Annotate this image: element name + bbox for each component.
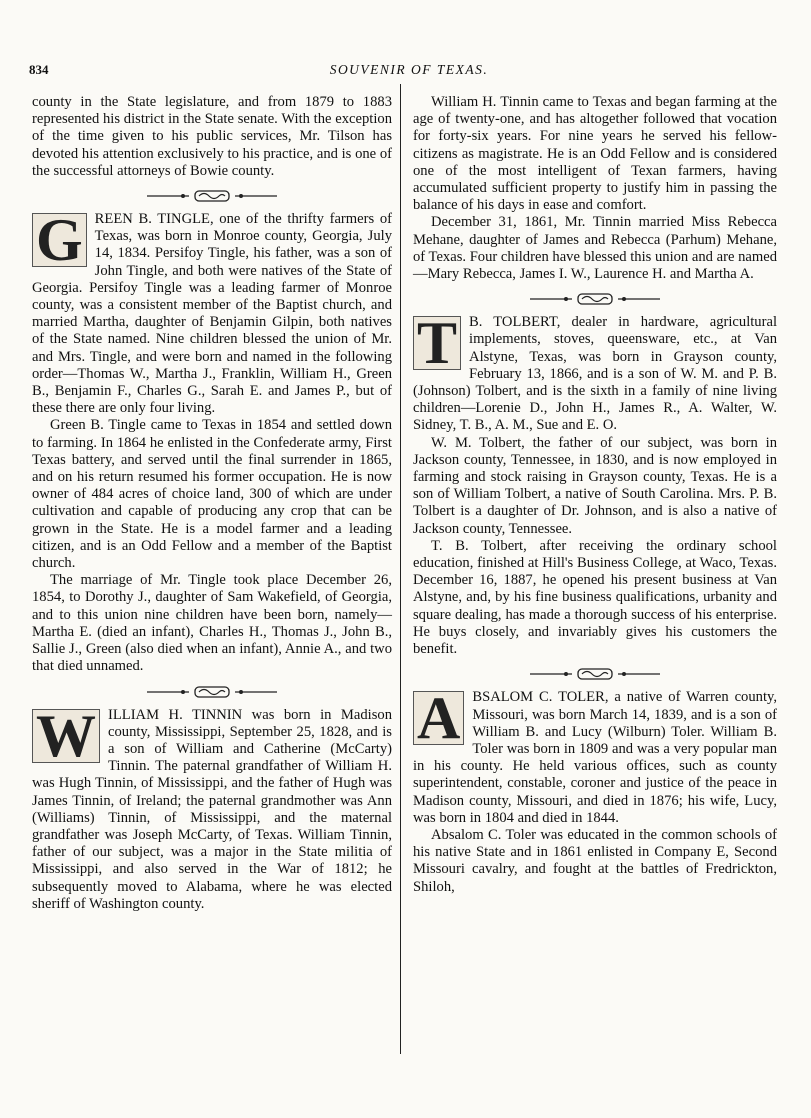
paragraph: ILLIAM H. TINNIN was born in Madison county, Mississippi, September 25, 1828, and is a son of William and Catherine (McCarty) Tinnin. The paternal grandfather of William H. was Hugh Tinnin, of Mississippi, and the father of Hugh was James Tinnin, of Ireland; the paternal grandmother was Ann (Williams) Tinnin, of Mississippi, and the maternal grandfather was Joseph McCarty, of Texas. William Tinnin, father of our subject, was a major in the State militia of Mississippi, and also served in the War of 1812; he subsequently moved to Alabama, where he was elected sheriff of Washington county. bbox=[32, 706, 392, 912]
paragraph: B. TOLBERT, dealer in hardware, agricultural implements, stoves, queensware, etc., at Van Alstyne, Texas, was born in Grayson county, February 13, 1866, and is a son of W. M. and P. B. (Johnson) Tolbert, and is the sixth in a family of nine living children—Lorenie D., John H., James R., A. Walter, W. Sidney, T. B., A. M., Sue and E. O. bbox=[413, 314, 777, 434]
ornament-divider-icon bbox=[530, 667, 660, 681]
column-divider bbox=[400, 84, 401, 1054]
left-column bbox=[32, 94, 392, 913]
biography-tinnin bbox=[32, 702, 392, 913]
paragraph: T. B. Tolbert, after receiving the ordinary school education, finished at Hill's Business College, at Waco, Texas. December 16, 1887, he opened his present business at Van Alstyne, and, by his fine business qualifications, urbanity and square dealing, has made a thorough success of his enterprise. He buys closely, and invariably gives his customers the benefit. bbox=[413, 537, 777, 658]
ornament-divider-icon bbox=[530, 292, 660, 306]
drop-cap: A bbox=[413, 691, 464, 745]
drop-cap: T bbox=[413, 316, 461, 370]
drop-cap: G bbox=[32, 213, 87, 267]
paragraph: William H. Tinnin came to Texas and began farming at the age of twenty-one, and has altogether followed that vocation for forty-six years. For nine years he served his fellow-citizens as magistrate. He is an Odd Fellow and is considered one of the most intelligent of Texan farmers, having accumulated sufficient property to justify him in passing the balance of his days in ease and comfort. bbox=[413, 94, 777, 214]
biography-tolbert bbox=[413, 310, 777, 658]
page-number: 834 bbox=[29, 62, 49, 77]
paragraph: December 31, 1861, Mr. Tinnin married Miss Rebecca Mehane, daughter of James and Rebecca (Parhum) Mehane, of Texas. Four children have blessed this union and are named —Mary Rebecca, James I. W., Laurence H. and Martha A. bbox=[413, 214, 777, 283]
ornament-divider-icon bbox=[147, 685, 277, 699]
ornament-divider-icon bbox=[147, 189, 277, 203]
right-column bbox=[413, 94, 777, 896]
paragraph: The marriage of Mr. Tingle took place December 26, 1854, to Dorothy J., daughter of Sam Wakefield, of Georgia, and to this union nine children have been born, namely—Martha E. (died an infant), Charles H., Thomas J., John B., Sallie J., Green (also died when an infant), Annie A., and two that died unnamed. bbox=[32, 572, 392, 675]
paragraph: W. M. Tolbert, the father of our subject, was born in Jackson county, Tennessee, in 1830, and is now employed in farming and stock raising in Grayson county, Texas. He is a son of William Tolbert, a native of South Carolina. Mrs. P. B. Tolbert is a daughter of Dr. Johnson, and is also a native of Jackson county, Tennessee. bbox=[413, 434, 777, 537]
paragraph: Absalom C. Toler was educated in the common schools of his native State and in 1861 enlisted in Company E, Second Missouri cavalry, and fought at the battles of Fredrickton, Shiloh, bbox=[413, 826, 777, 895]
paragraph: BSALOM C. TOLER, a native of Warren county, Missouri, was born March 14, 1839, and is a son of William B. and Lucy (Wilburn) Toler. William B. Toler was born in 1809 and was a very popular man in his county. He held various offices, such as county superintendent, constable, coroner and justice of the peace in Madison county, Missouri, and died in 1876; his wife, Lucy, was born in 1804 and died in 1844. bbox=[413, 689, 777, 826]
paragraph: REEN B. TINGLE, one of the thrifty farmers of Texas, was born in Monroe county, Georgia, July 14, 1834. Persifoy Tingle, his father, was a son of John Tingle, and both were natives of the State of Georgia. Persifoy Tingle was a leading farmer of Monroe county, was a consistent member of the Baptist church, and married Martha, daughter of Benjamin Gilpin, both natives of the State named. Nine children blessed the union of Mr. and Mrs. Tingle, and were born and named in the following order—Thomas W., Martha J., Franklin, William H., Green B., Benjamin F., Charles G., Sarah E. and James P., but of these there are only four living. bbox=[32, 211, 392, 417]
running-head: SOUVENIR OF TEXAS. bbox=[329, 62, 489, 77]
drop-cap: W bbox=[32, 709, 100, 763]
paragraph: Green B. Tingle came to Texas in 1854 and settled down to farming. In 1864 he enlisted in the Confederate army, First Texas battery, and served until the final surrender in 1865, and on his return resumed his former occupation. He is now owner of 484 acres of choice land, 300 of which are under cultivation and capable of producing any crop that can be grown in the State. He is a model farmer and a leading citizen, and is an Odd Fellow and a member of the Baptist church. bbox=[32, 417, 392, 572]
page-header bbox=[29, 62, 789, 84]
paragraph: county in the State legislature, and from 1879 to 1883 represented his district in the State senate. With the exception of the time given to his public services, Mr. Tilson has devoted his attention exclusively to his practice, and is one of the successful attorneys of Bowie county. bbox=[32, 94, 392, 179]
biography-toler bbox=[413, 685, 777, 895]
biography-tingle bbox=[32, 207, 392, 675]
